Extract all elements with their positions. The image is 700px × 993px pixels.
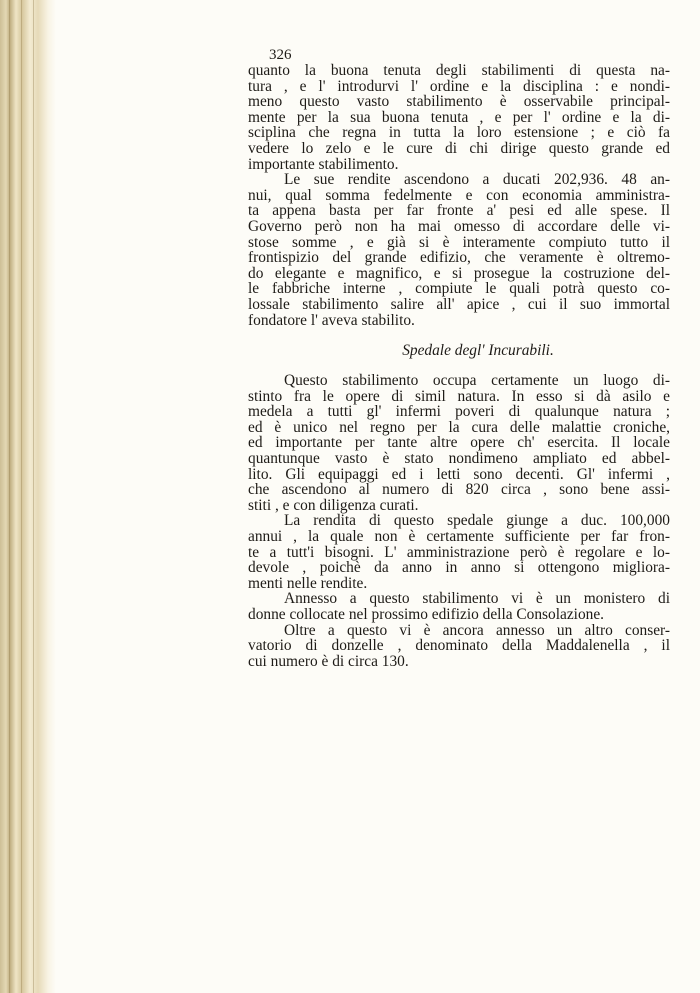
paragraph <box>248 513 670 591</box>
text-line: vatorio di donzelle , denominato della Maddalenella , il <box>248 637 670 655</box>
text-line: Annesso a questo stabilimento vi è un monistero di <box>284 590 670 608</box>
text-line: Questo stabilimento occupa certamente un luogo di- <box>284 372 670 390</box>
text-line: do elegante e magnifico, e si prosegue la costruzione del- <box>248 264 670 282</box>
text-line: donne collocate nel prossimo edifizio della Consolazione. <box>248 606 605 623</box>
text-line: Oltre a questo vi è ancora annesso un altro conser- <box>284 621 670 639</box>
text-line: stose somme , e già si è interamente compiuto tutto il <box>248 233 670 251</box>
gutter-edge-line <box>33 0 34 993</box>
text-line: ta appena basta per far fronte a' pesi ed alle spese. Il <box>248 202 670 220</box>
paragraph <box>248 623 670 670</box>
text-line: fondatore l' aveva stabilito. <box>248 311 415 329</box>
text-line: Le sue rendite ascendono a ducati 202,936. 48 an- <box>284 171 670 189</box>
text-line: sciplina che regna in tutta la loro estensione ; e ciò fa <box>248 124 670 142</box>
text-block-bottom <box>248 373 670 669</box>
text-line: vedere lo zelo e le cure di chi dirige questo grande ed <box>248 139 670 157</box>
text-line: tura , e l' introdurvi l' ordine e la disciplina : e nondi- <box>248 77 670 95</box>
text-line: mente per la sua buona tenuta , e per l' ordine e la di- <box>248 108 670 126</box>
text-line: cui numero è di circa 130. <box>248 652 409 670</box>
text-line: te a tutt'i bisogni. L' amministrazione però è regolare e lo- <box>248 543 670 561</box>
text-line: menti nelle rendite. <box>248 574 368 592</box>
gutter-edge-line <box>21 0 22 993</box>
text-line: medela a tutti gl' infermi poveri di qualunque natura ; <box>248 403 670 421</box>
book-page <box>248 47 670 669</box>
paragraph <box>248 63 670 172</box>
paragraph <box>248 591 670 622</box>
text-line: quanto la buona tenuta degli stabilimenti di questa na- <box>248 62 670 79</box>
text-line: stiti , e con diligenza curati. <box>248 496 419 514</box>
section-heading: Spedale degl' Incurabili. <box>402 342 554 360</box>
text-line: quantunque vasto è stato nondimeno ampliato ed abbel- <box>248 450 670 468</box>
text-line: le fabbriche interne , compiute le quali potrà questo co- <box>248 280 670 298</box>
text-line: lossale stabilimento salire all' apice , cui il suo immortal <box>248 295 670 313</box>
text-line: stinto fra le opere di simil natura. In esso si dà asilo e <box>248 387 670 405</box>
gutter-edge-line <box>9 0 10 993</box>
text-line: annui , la quale non è certamente sufficiente per far fron- <box>248 528 670 546</box>
text-line: devole , poichè da anno in anno si ottengono migliora- <box>248 559 670 577</box>
text-line: ed importante per tante altre opere ch' esercita. Il locale <box>248 434 670 452</box>
text-line: Governo però non ha mai omesso di accordare delle vi- <box>248 217 670 235</box>
text-line: importante stabilimento. <box>248 155 399 173</box>
text-line: frontispizio del grande edifizio, che veramente è oltremo- <box>248 249 670 267</box>
text-line: lito. Gli equipaggi ed i letti sono decenti. Gl' infermi , <box>248 465 670 483</box>
text-block-top <box>248 63 670 328</box>
text-line: che ascendono al numero di 820 circa , sono bene assi- <box>248 481 670 499</box>
paragraph <box>248 172 670 328</box>
text-line: La rendita di questo spedale giunge a duc. 100,000 <box>284 512 670 530</box>
paragraph <box>248 373 670 513</box>
page-number: 326 <box>269 47 292 63</box>
text-line: ed è unico nel regno per la cura delle malattie croniche, <box>248 418 670 436</box>
text-line: nui, qual somma fedelmente e con economia amministra- <box>248 186 670 204</box>
text-line: meno questo vasto stabilimento è osservabile principal- <box>248 93 670 111</box>
